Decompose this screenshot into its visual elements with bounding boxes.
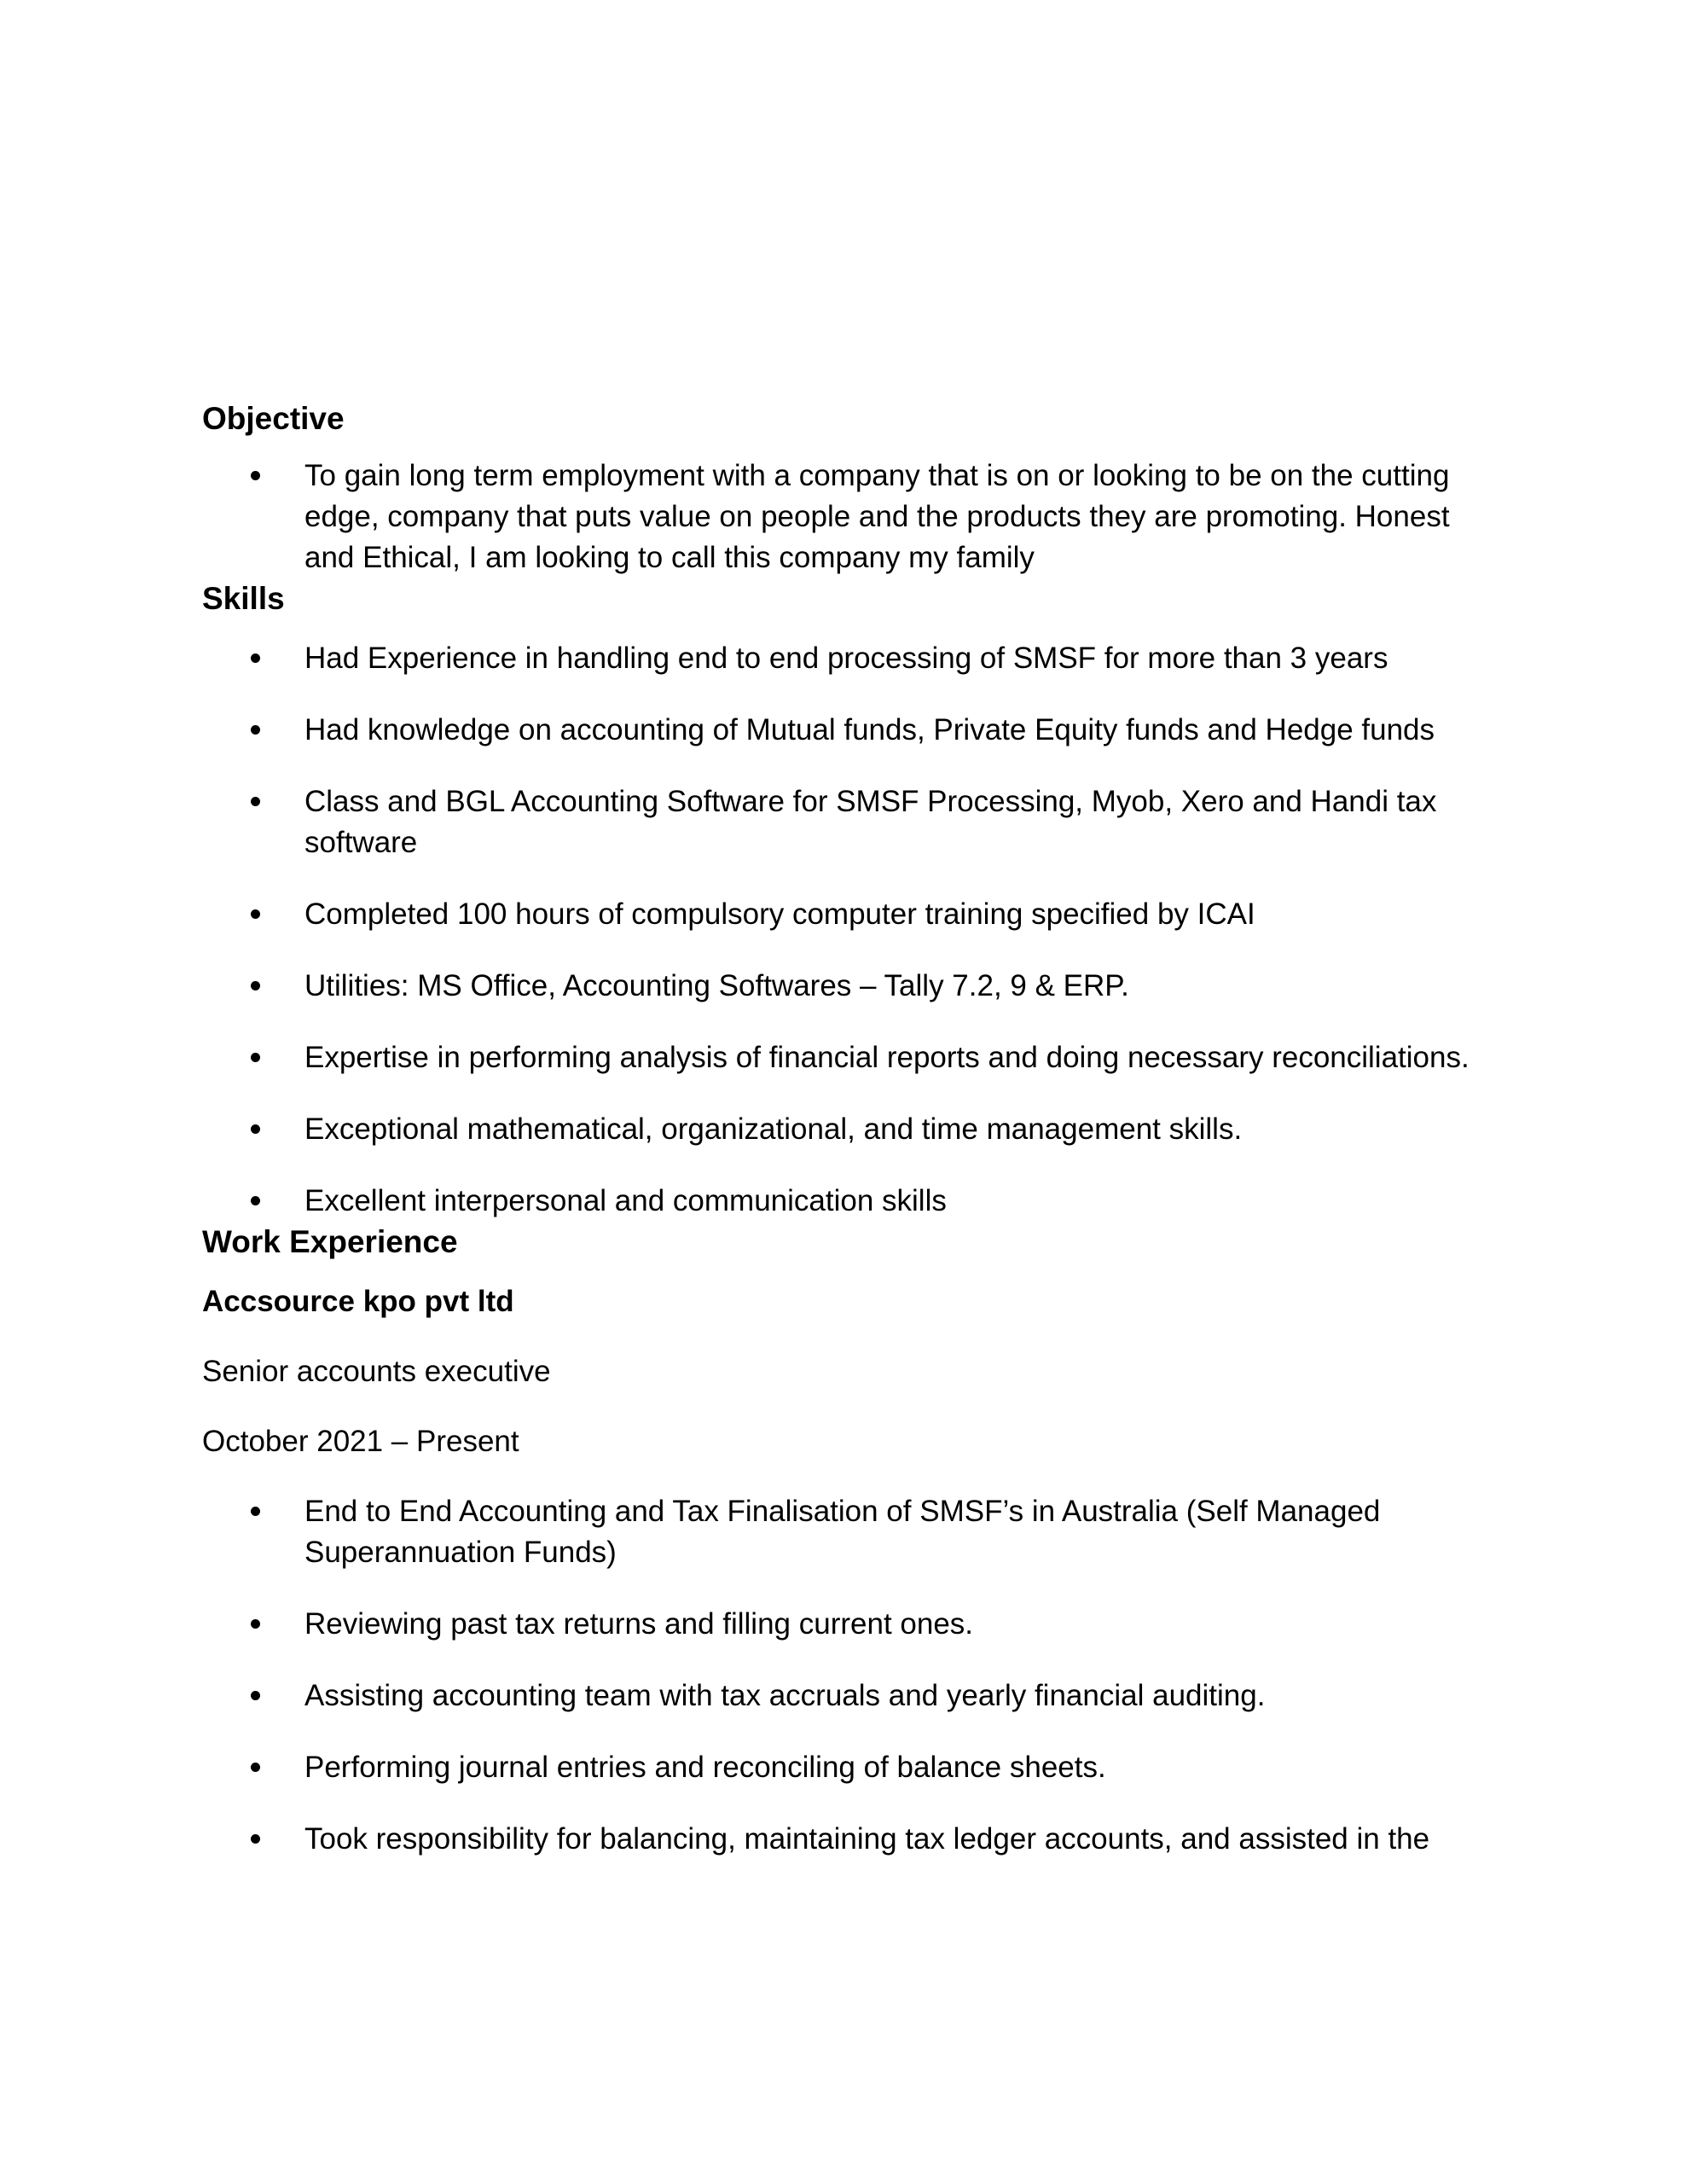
list-item bbox=[202, 1604, 1490, 1645]
bullet-icon bbox=[251, 1196, 260, 1205]
bullet-icon bbox=[251, 909, 260, 919]
job-title: Senior accounts executive bbox=[202, 1355, 551, 1388]
objective-list bbox=[202, 456, 1490, 578]
list-item bbox=[202, 1819, 1490, 1860]
bullet-text: Assisting accounting team with tax accruals and yearly financial auditing. bbox=[304, 1679, 1266, 1712]
bullet-icon bbox=[251, 1053, 260, 1062]
list-item bbox=[202, 456, 1490, 578]
list-item bbox=[202, 710, 1490, 751]
section-work-experience bbox=[202, 1222, 1490, 1860]
bullet-icon bbox=[251, 1691, 260, 1700]
bullet-text: Reviewing past tax returns and filling current ones. bbox=[304, 1607, 974, 1641]
work-experience-heading: Work Experience bbox=[202, 1224, 458, 1259]
bullet-text: Had Experience in handling end to end processing of SMSF for more than 3 years bbox=[304, 642, 1388, 675]
bullet-text: Expertise in performing analysis of financial reports and doing necessary reconciliations. bbox=[304, 1041, 1470, 1074]
bullet-icon bbox=[251, 1124, 260, 1134]
list-item bbox=[202, 1181, 1490, 1222]
list-item bbox=[202, 1676, 1490, 1716]
work-experience-list bbox=[202, 1491, 1490, 1860]
skills-heading: Skills bbox=[202, 581, 285, 616]
company-name: Accsource kpo pvt ltd bbox=[202, 1285, 514, 1318]
list-item bbox=[202, 966, 1490, 1007]
bullet-icon bbox=[251, 653, 260, 663]
bullet-icon bbox=[251, 981, 260, 990]
bullet-text: Took responsibility for balancing, maintaining tax ledger accounts, and assisted in the bbox=[304, 1822, 1430, 1856]
bullet-text: To gain long term employment with a company that is on or looking to be on the cutting edge, company that puts value on people and the products they are promoting. Honest and Ethical, I am looking to call this company my family bbox=[304, 459, 1450, 574]
bullet-icon bbox=[251, 725, 260, 735]
list-item bbox=[202, 894, 1490, 935]
section-objective bbox=[202, 398, 1490, 578]
bullet-text: Utilities: MS Office, Accounting Softwares – Tally 7.2, 9 & ERP. bbox=[304, 969, 1129, 1002]
objective-heading: Objective bbox=[202, 401, 345, 436]
bullet-icon bbox=[251, 1834, 260, 1844]
bullet-icon bbox=[251, 1507, 260, 1516]
bullet-text: Completed 100 hours of compulsory computer training specified by ICAI bbox=[304, 897, 1255, 931]
bullet-text: Had knowledge on accounting of Mutual funds, Private Equity funds and Hedge funds bbox=[304, 713, 1435, 746]
bullet-icon bbox=[251, 471, 260, 480]
list-item bbox=[202, 1109, 1490, 1150]
list-item bbox=[202, 781, 1490, 863]
list-item bbox=[202, 1747, 1490, 1788]
bullet-text: Exceptional mathematical, organizational, and time management skills. bbox=[304, 1112, 1243, 1146]
list-item bbox=[202, 1491, 1490, 1573]
list-item bbox=[202, 638, 1490, 679]
skills-list bbox=[202, 638, 1490, 1222]
section-skills bbox=[202, 578, 1490, 1222]
bullet-text: Performing journal entries and reconciling of balance sheets. bbox=[304, 1751, 1106, 1784]
bullet-text: End to End Accounting and Tax Finalisation of SMSF’s in Australia (Self Managed Superannuation Funds) bbox=[304, 1495, 1381, 1569]
date-range: October 2021 – Present bbox=[202, 1425, 519, 1458]
bullet-text: Class and BGL Accounting Software for SMSF Processing, Myob, Xero and Handi tax software bbox=[304, 785, 1437, 859]
bullet-icon bbox=[251, 1763, 260, 1772]
bullet-icon bbox=[251, 1619, 260, 1629]
list-item bbox=[202, 1037, 1490, 1078]
bullet-icon bbox=[251, 797, 260, 806]
bullet-text: Excellent interpersonal and communication skills bbox=[304, 1184, 947, 1217]
